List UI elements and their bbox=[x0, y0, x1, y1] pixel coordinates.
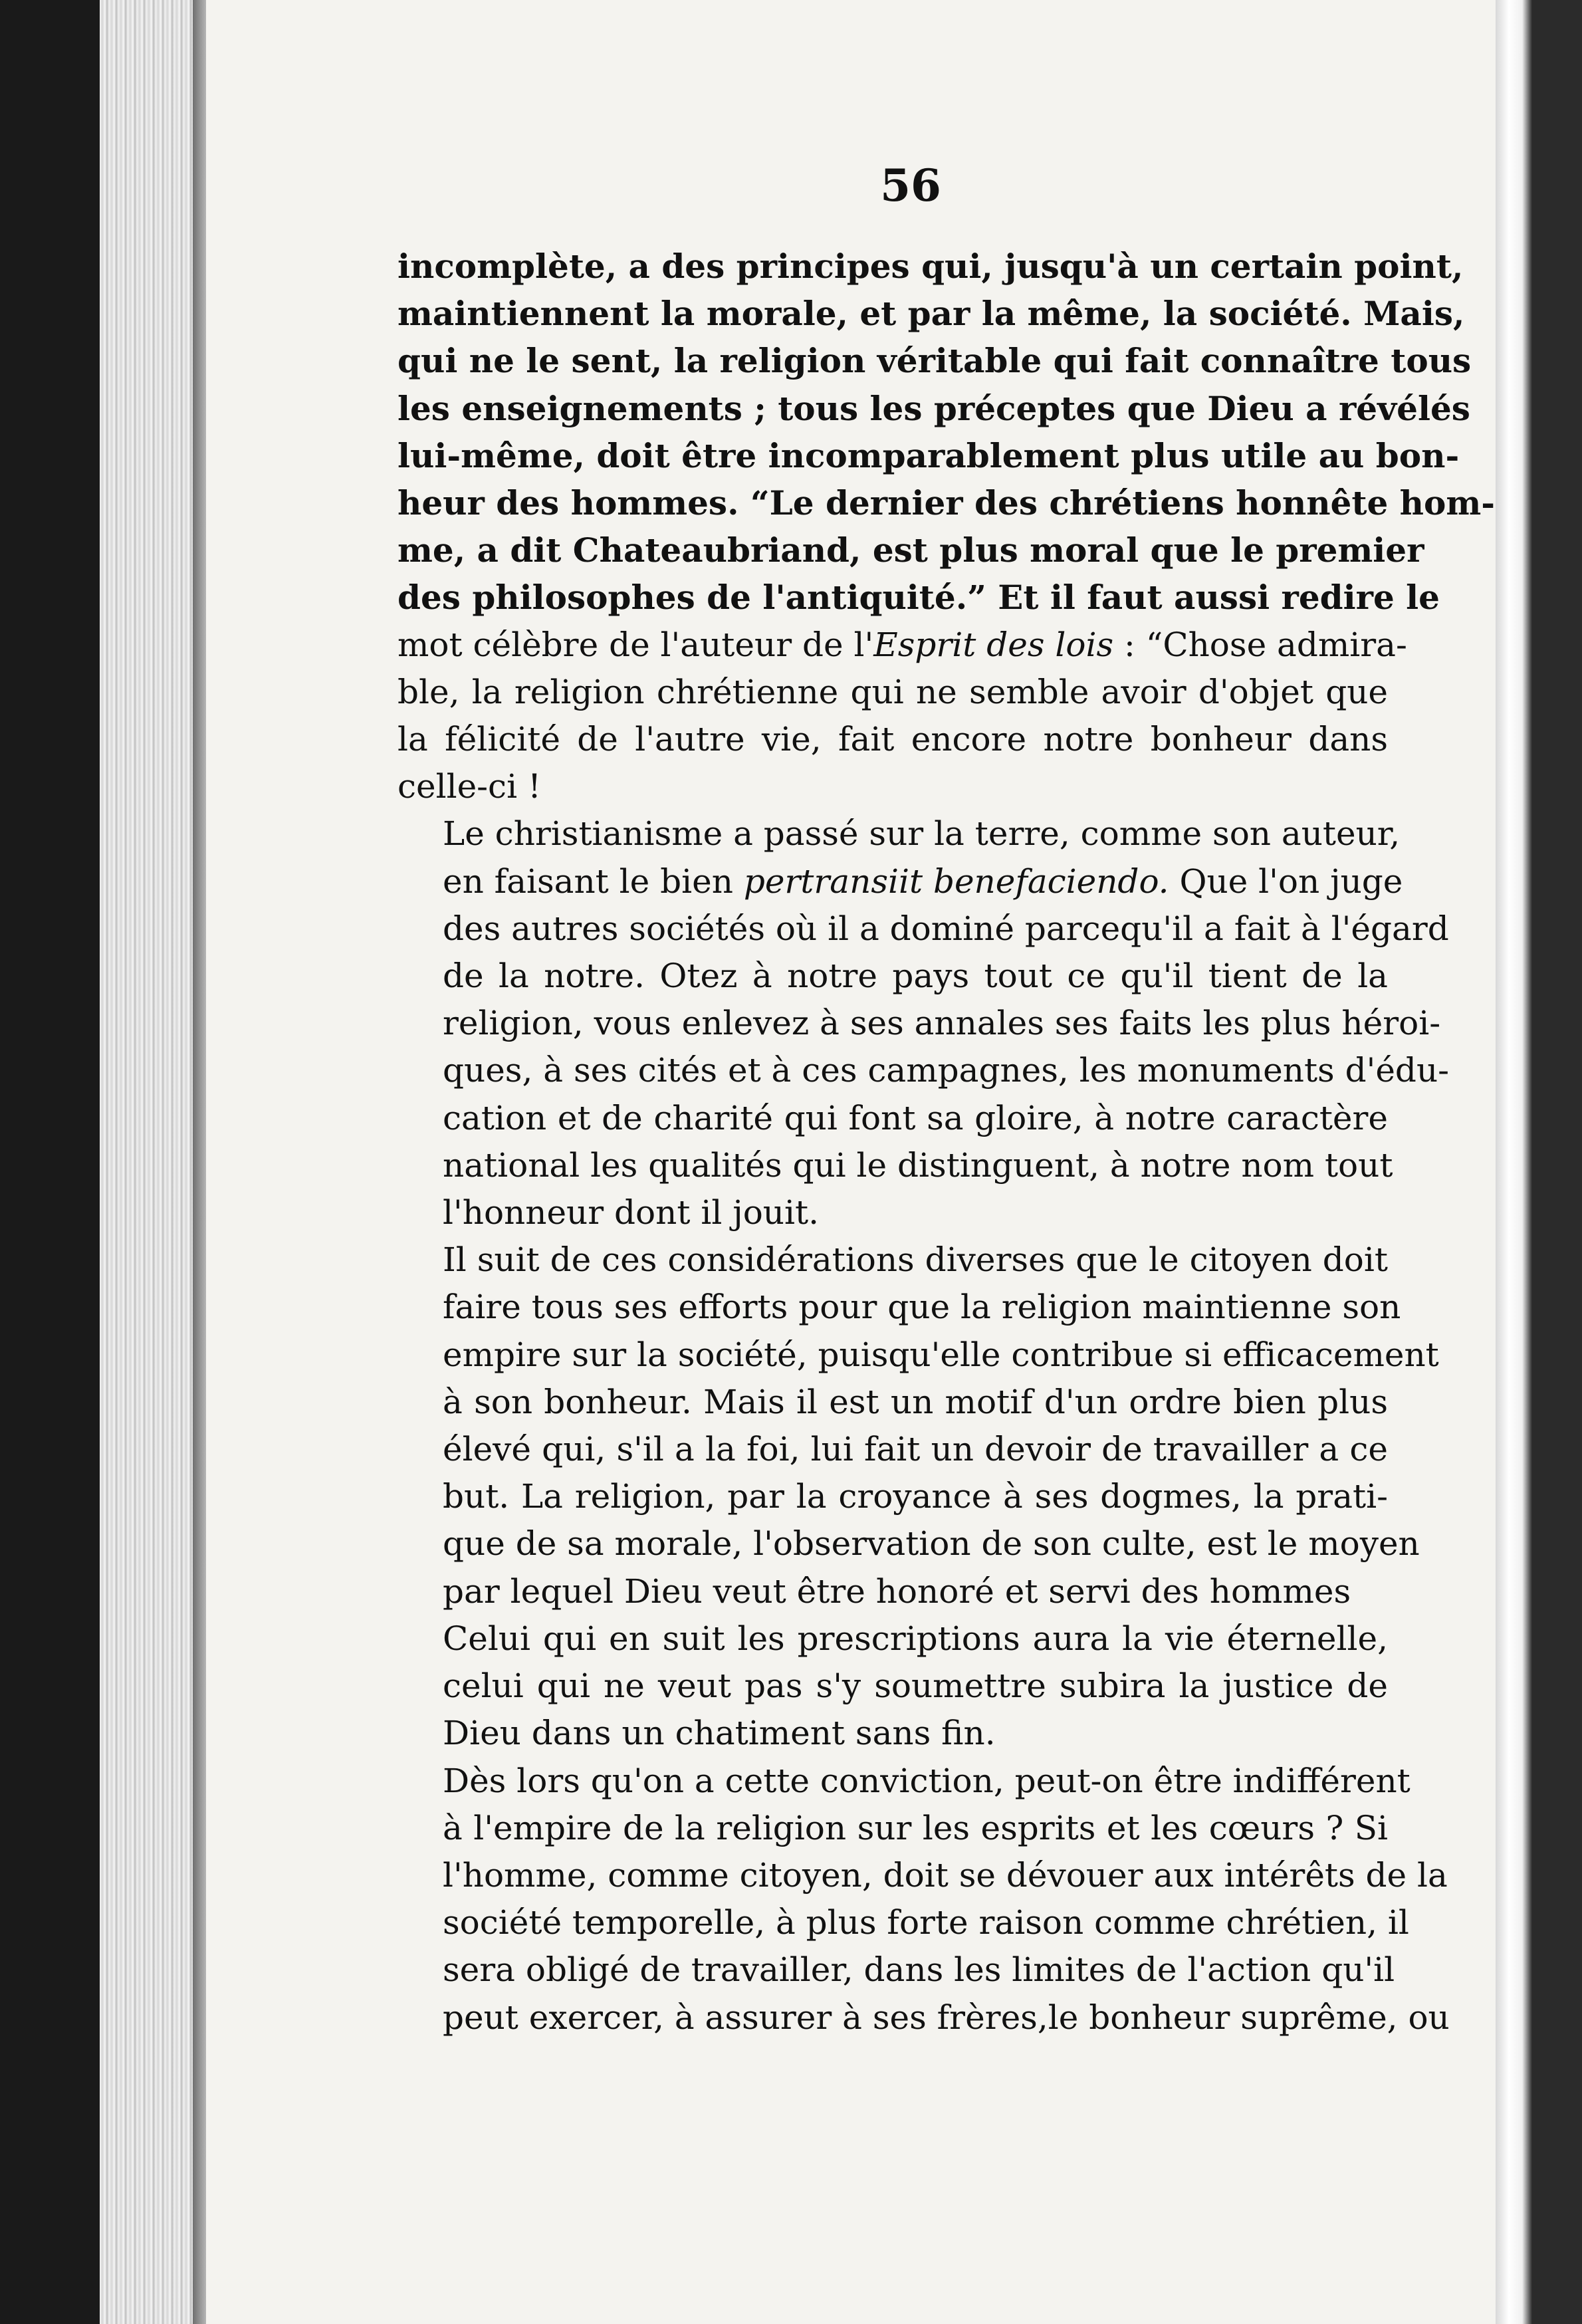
text-line: Dieu dans un chatiment sans fin. bbox=[443, 1714, 996, 1753]
page-number: 56 bbox=[880, 160, 941, 211]
text-line: incomplète, a des principes qui, jusqu'à un certain point, bbox=[397, 247, 1464, 286]
text-line: celui qui ne veut pas s'y soumettre subira la justice de bbox=[443, 1667, 1388, 1706]
book-page-edges bbox=[100, 0, 206, 2324]
text-line: heur des hommes. “Le dernier des chrétiens honnête hom- bbox=[397, 483, 1496, 523]
text-run: : “Chose admira- bbox=[1113, 625, 1407, 664]
text-line: Le christianisme a passé sur la terre, comme son auteur, bbox=[443, 814, 1401, 854]
text-line: à son bonheur. Mais il est un motif d'un ordre bien plus bbox=[443, 1382, 1388, 1421]
text-line: but. La religion, par la croyance à ses dogmes, la prati- bbox=[443, 1477, 1388, 1516]
text-line: me, a dit Chateaubriand, est plus moral que le premier bbox=[397, 530, 1424, 570]
text-line: société temporelle, à plus forte raison comme chrétien, il bbox=[443, 1903, 1409, 1942]
text-line bbox=[397, 622, 1407, 669]
page-text bbox=[397, 243, 1496, 2041]
text-line: Dès lors qu'on a cette conviction, peut-on être indifférent bbox=[443, 1761, 1411, 1800]
paragraph-2 bbox=[397, 622, 1407, 811]
paragraph-1 bbox=[397, 243, 1496, 622]
text-line: qui ne le sent, la religion véritable qui fait connaître tous bbox=[397, 341, 1472, 381]
text-line: l'homme, comme citoyen, doit se dévouer aux intérêts de la bbox=[443, 1855, 1448, 1895]
text-line: Il suit de ces considérations diverses que le citoyen doit bbox=[443, 1240, 1388, 1280]
book-gutter-shadow bbox=[193, 0, 207, 2324]
text-line: que de sa morale, l'observation de son culte, est le moyen bbox=[443, 1524, 1420, 1564]
text-line: faire tous ses efforts pour que la religion maintienne son bbox=[443, 1288, 1401, 1327]
paragraph-5 bbox=[397, 1615, 1388, 1758]
text-line: des autres sociétés où il a dominé parcequ'il a fait à l'égard bbox=[443, 909, 1449, 948]
text-line: Celui qui en suit les prescriptions aura la vie éternelle, bbox=[443, 1619, 1388, 1658]
paragraph-3 bbox=[397, 810, 1450, 1236]
paragraph-6 bbox=[397, 1758, 1450, 2041]
text-line: des philosophes de l'antiquité.” Et il faut aussi redire le bbox=[397, 578, 1440, 618]
text-line: par lequel Dieu veut être honoré et servi des hommes bbox=[443, 1571, 1351, 1611]
text-line: empire sur la société, puisqu'elle contribue si efficacement bbox=[443, 1335, 1439, 1374]
text-line bbox=[397, 858, 1403, 905]
text-line: de la notre. Otez à notre pays tout ce qu'il tient de la bbox=[443, 957, 1388, 996]
text-line: peut exercer, à assurer à ses frères,le bonheur suprême, ou bbox=[443, 1998, 1450, 2037]
text-line: les enseignements ; tous les préceptes que Dieu a révélés bbox=[397, 388, 1470, 428]
book-title-italic: Esprit des lois bbox=[873, 625, 1114, 664]
text-line: la félicité de l'autre vie, fait encore notre bonheur dans bbox=[397, 720, 1388, 759]
text-line: élevé qui, s'il a la foi, lui fait un devoir de travailler a ce bbox=[443, 1430, 1388, 1469]
text-line: l'honneur dont il jouit. bbox=[443, 1193, 819, 1232]
text-line: celle-ci ! bbox=[397, 767, 542, 806]
text-run: Que l'on juge bbox=[1169, 862, 1403, 901]
text-line: ble, la religion chrétienne qui ne semble avoir d'objet que bbox=[397, 672, 1388, 711]
text-line: à l'empire de la religion sur les esprits et les cœurs ? Si bbox=[443, 1808, 1388, 1847]
text-run: en faisant le bien bbox=[443, 862, 744, 901]
text-run: mot célèbre de l'auteur de l' bbox=[397, 625, 874, 664]
text-line: religion, vous enlevez à ses annales ses faits les plus héroi- bbox=[443, 1004, 1441, 1043]
text-line: sera obligé de travailler, dans les limites de l'action qu'il bbox=[443, 1950, 1395, 1990]
text-line: maintiennent la morale, et par la même, la société. Mais, bbox=[397, 294, 1465, 334]
text-line: ques, à ses cités et à ces campagnes, les monuments d'édu- bbox=[443, 1051, 1450, 1090]
latin-quote-italic: pertransiit benefaciendo. bbox=[743, 862, 1169, 901]
text-line: national les qualités qui le distinguent, à notre nom tout bbox=[443, 1145, 1393, 1185]
page-right-edge bbox=[1496, 0, 1582, 2324]
paragraph-4 bbox=[397, 1236, 1439, 1615]
text-line: lui-même, doit être incomparablement plus utile au bon- bbox=[397, 435, 1460, 475]
text-line: cation et de charité qui font sa gloire, à notre caractère bbox=[443, 1098, 1388, 1137]
